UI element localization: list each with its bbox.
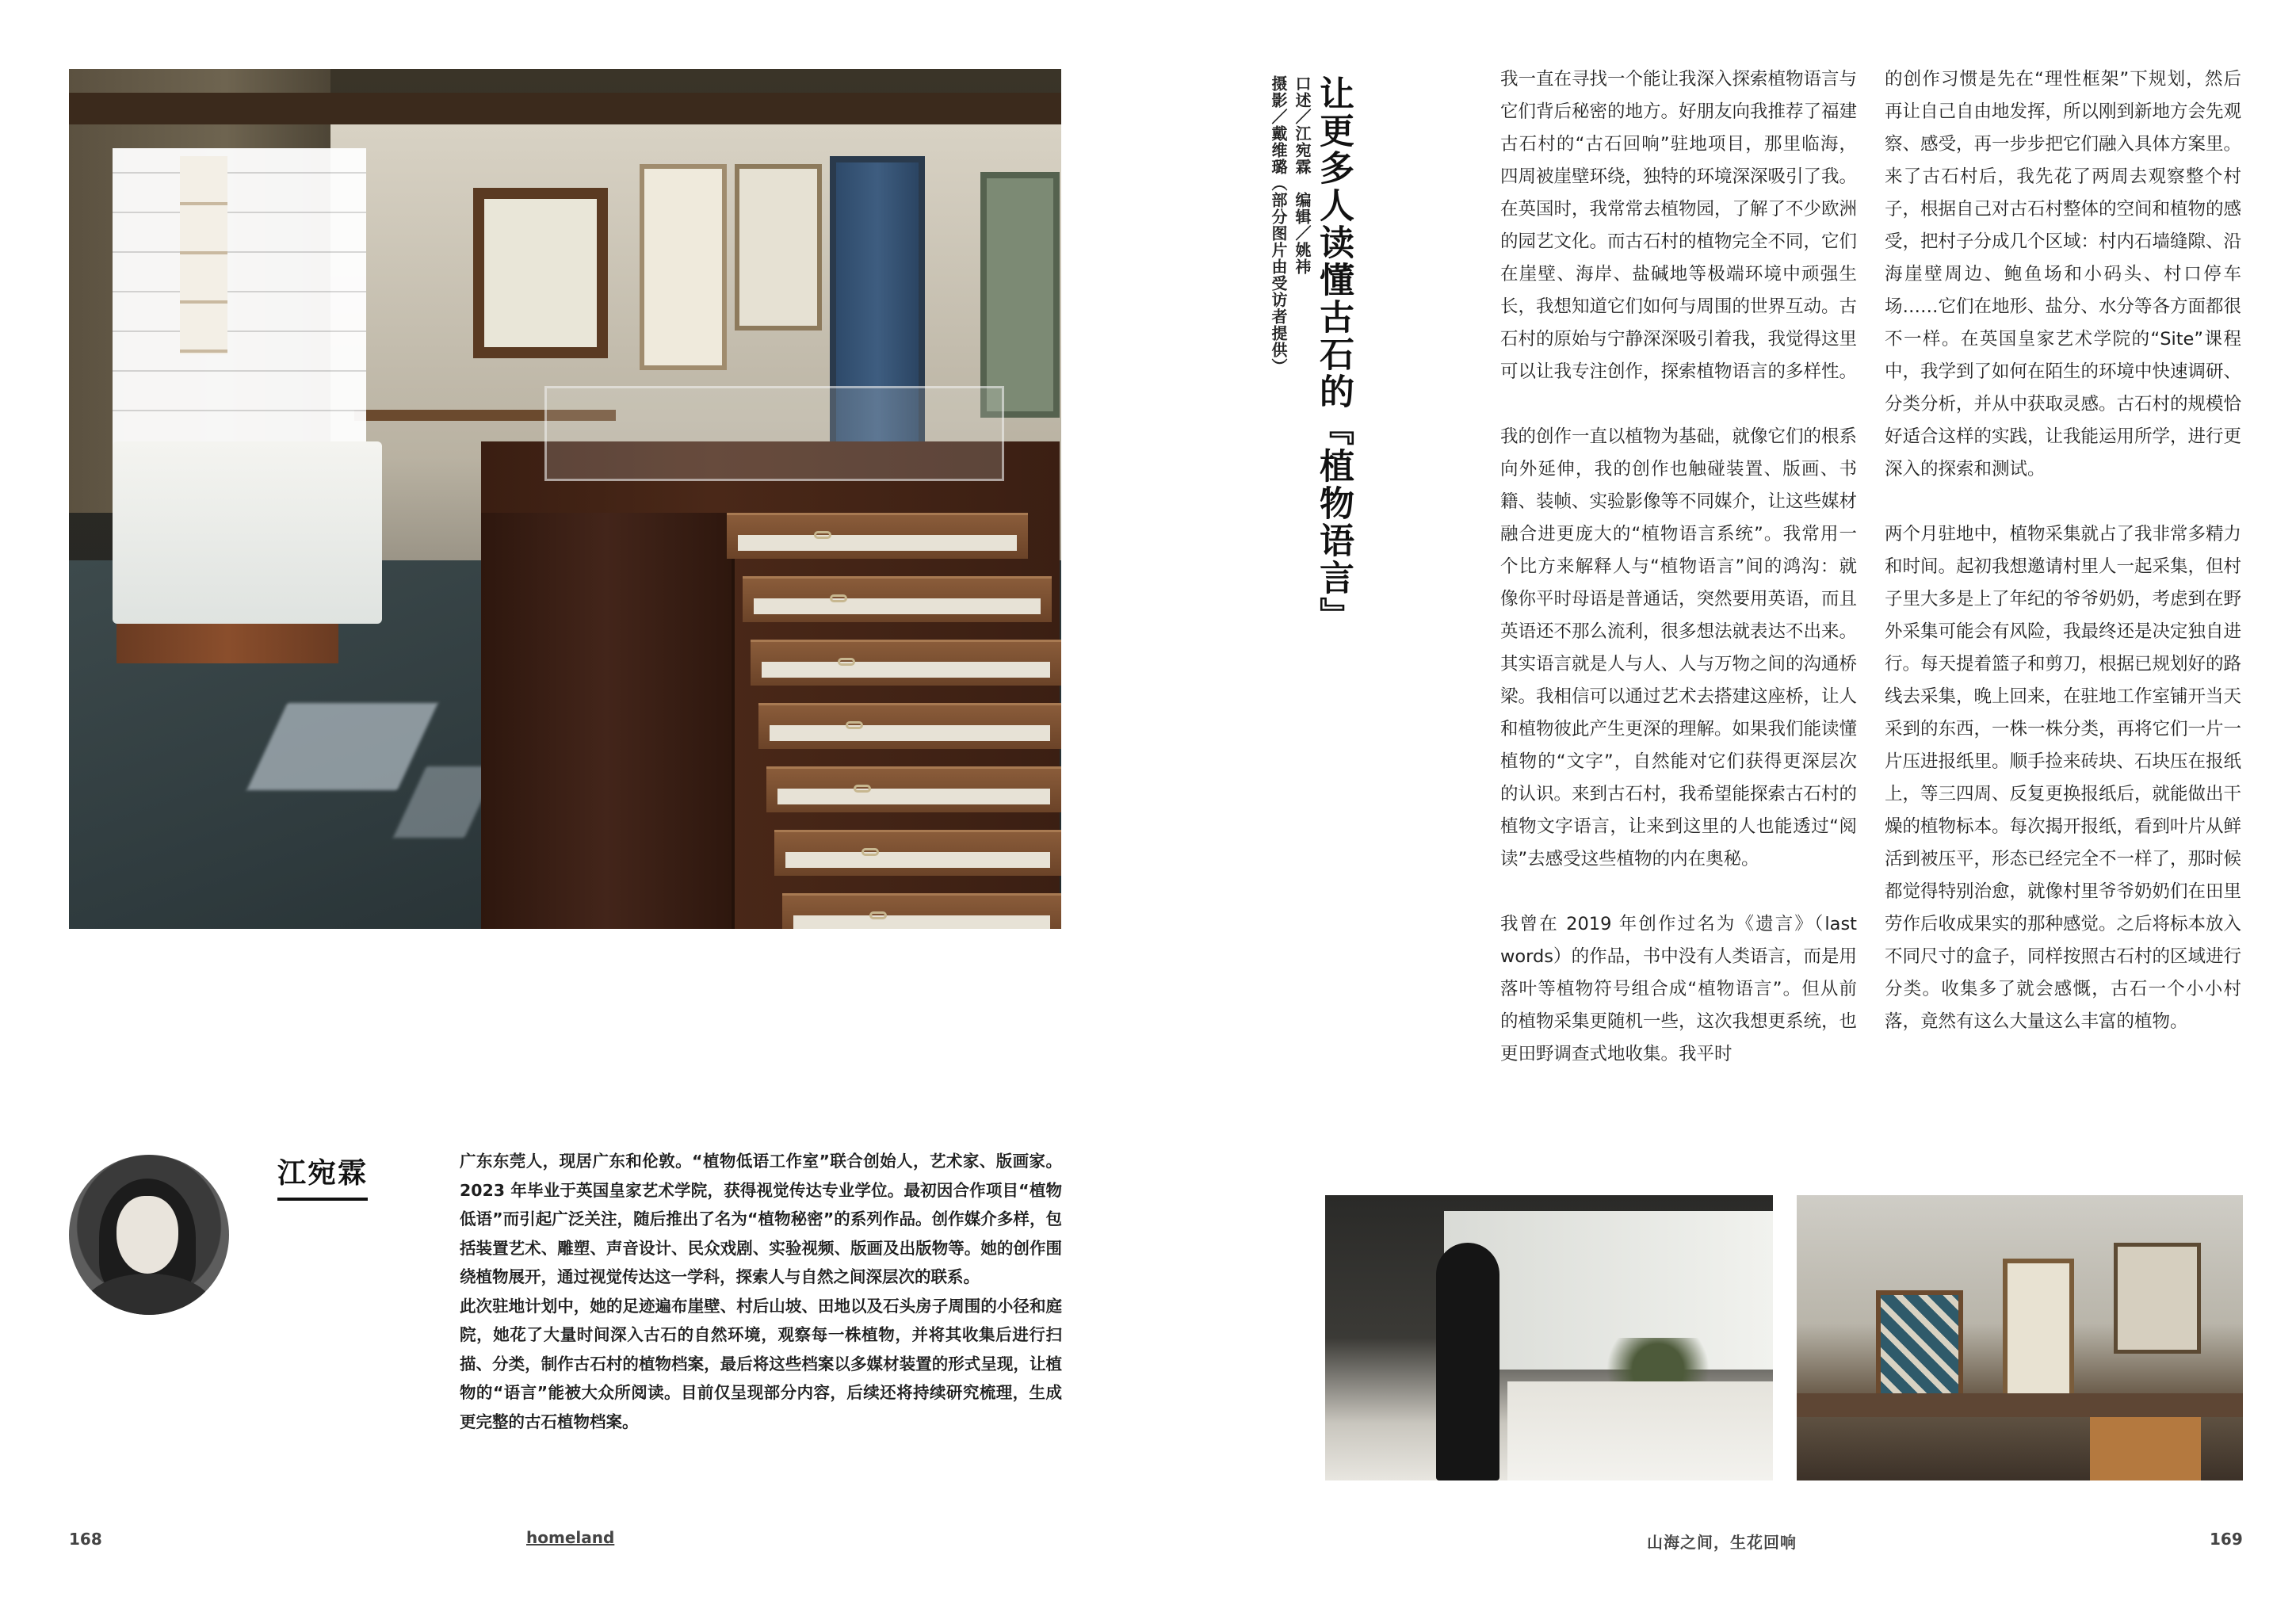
credit-line-narration: 口述／江宛霖 编辑／姚祎: [1293, 75, 1312, 275]
credit-line-photo: 摄影／戴维璐（部分图片由受访者提供）: [1269, 75, 1288, 375]
photo-specimen-frame: [735, 164, 822, 330]
photo-glass-display-case: [544, 386, 1004, 481]
photo-tiled-stove: [113, 441, 382, 624]
body-column-2: [1885, 63, 2241, 1071]
photo-window: [473, 188, 608, 358]
body-paragraph: 我的创作一直以植物为基础，就像它们的根系向外延伸，我的创作也触碰装置、版画、书籍、装帧、实验影像等不同媒介，让这些媒材融合进更庞大的“植物语言系统”。我常用一个比方来解释人与“植物语言”间的鸿沟：就像你平时母语是普通话，突然要用英语，而且英语还不那么流利，很多想法就表达不出来。其实语言就是人与人、人与万物之间的沟通桥梁。我相信可以通过艺术去搭建这座桥，让人和植物彼此产生更深的理解。如果我们能读懂植物的“文字”，自然能对它们获得更深层次的认识。来到古石村，我希望能探索古石村的植物文字语言，让来到这里的人也能透过“阅读”去感受这些植物的内在奥秘。: [1500, 426, 1858, 869]
photo-exhibition-display: [1797, 1195, 2243, 1480]
body-paragraph: 的创作习惯是先在“理性框架”下规划，然后再让自己自由地发挥，所以刚到新地方会先观察、感受，再一步步把它们融入具体方案里。来了古石村后，我先花了两周去观察整个村子，根据自己对古石村整体的空间和植物的感受，把村子分成几个区域：村内石墙缝隙、沿海崖壁周边、鲍鱼场和小码头、村口停车场……它们在地形、盐分、水分等各方面都很不一样。在英国皇家艺术学院的“Site”课程中，我学到了如何在陌生的环境中快速调研、分类分析，并从中获取灵感。古石村的规模恰好适合这样的实践，让我能运用所学，进行更深入的探索和测试。: [1885, 69, 2242, 479]
photo-artist-working: [1325, 1195, 1773, 1480]
photo-drawer: [758, 703, 1061, 749]
running-title: 山海之间，生花回响: [1647, 1533, 1797, 1552]
bio-text: [460, 1147, 1062, 1436]
photo-drawer: [782, 893, 1061, 929]
photo-drawer: [743, 576, 1052, 622]
avatar: [69, 1155, 229, 1315]
magazine-brand: homeland: [526, 1528, 615, 1547]
photo-drawer: [727, 513, 1028, 559]
photo-cabinet-door: [481, 513, 735, 929]
article-title: 让更多人读懂古石的『植物语言』: [1313, 75, 1354, 634]
photo-drawer: [774, 830, 1061, 876]
page-number-left: 168: [69, 1530, 102, 1549]
page-number-right: 169: [2210, 1530, 2243, 1549]
photo-drawer: [751, 640, 1061, 686]
body-paragraph: 我曾在 2019 年创作过名为《遗言》（last words）的作品，书中没有人类语言，而是用落叶等植物符号组合成“植物语言”。但从前的植物采集更随机一些，这次我想更系统，也更田野调查式地收集。我平时: [1500, 914, 1858, 1064]
photo-wooden-beam: [69, 93, 1061, 124]
photo-window-frame: [980, 172, 1060, 418]
body-paragraph: 我一直在寻找一个能让我深入探索植物语言与它们背后秘密的地方。好朋友向我推荐了福建古石村的“古石回响”驻地项目，那里临海，四周被崖壁环绕，独特的环境深深吸引了我。在英国时，我常常去植物园，了解了不少欧洲的园艺文化。而古石村的植物完全不同，它们在崖壁、海岸、盐碱地等极端环境中顽强生长，我想知道它们如何与周围的世界互动。古石村的原始与宁静深深吸引着我，我觉得这里可以让我专注创作，探索植物语言的多样性。: [1500, 69, 1858, 382]
bio-paragraph: 广东东莞人，现居广东和伦敦。“植物低语工作室”联合创始人，艺术家、版画家。2023 年毕业于英国皇家艺术学院，获得视觉传达专业学位。最初因合作项目“植物低语”而引起广泛关注，随后推出了名为“植物秘密”的系列作品。创作媒介多样，包括装置艺术、雕塑、声音设计、民众戏剧、实验视频、版画及出版物等。她的创作围绕植物展开，通过视觉传达这一学科，探索人与自然之间深层次的联系。: [460, 1152, 1062, 1286]
body-column-1: [1500, 63, 1857, 1103]
article-credits: [1266, 75, 1314, 375]
photo-character-tiles: [180, 156, 227, 354]
bio-name: 江宛霖: [277, 1151, 368, 1201]
body-paragraph: 两个月驻地中，植物采集就占了我非常多精力和时间。起初我想邀请村里人一起采集，但村子里大多是上了年纪的爷爷奶奶，考虑到在野外采集可能会有风险，我最终还是决定独自进行。每天提着篮子和剪刀，根据已规划好的路线去采集，晚上回来，在驻地工作室铺开当天采到的东西，一株一株分类，再将它们一片一片压进报纸里。顺手捡来砖块、石块压在报纸上，等三四周、反复更换报纸后，就能做出干燥的植物标本。每次揭开报纸，看到叶片从鲜活到被压平，形态已经完全不一样了，那时候都觉得特别治愈，就像村里爷爷奶奶们在田里劳作后收成果实的那种感觉。之后将标本放入不同尺寸的盒子，同样按照古石村的区域进行分类。收集多了就会感慨，古石一个小小村落，竟然有这么大量这么丰富的植物。: [1885, 524, 2242, 1032]
photo-specimen-frame: [640, 164, 727, 370]
photo-drawer: [766, 766, 1061, 812]
photo-tiled-wall: [113, 148, 366, 489]
main-photo-studio-interior: [69, 69, 1061, 929]
bio-paragraph: 此次驻地计划中，她的足迹遍布崖壁、村后山坡、田地以及石头房子周围的小径和庭院，她花了大量时间深入古石的自然环境，观察每一株植物，并将其收集后进行扫描、分类，制作古石村的植物档案，最后将这些档案以多媒材装置的形式呈现，让植物的“语言”能被大众所阅读。目前仅呈现部分内容，后续还将持续研究梳理，生成更完整的古石植物档案。: [460, 1296, 1062, 1431]
